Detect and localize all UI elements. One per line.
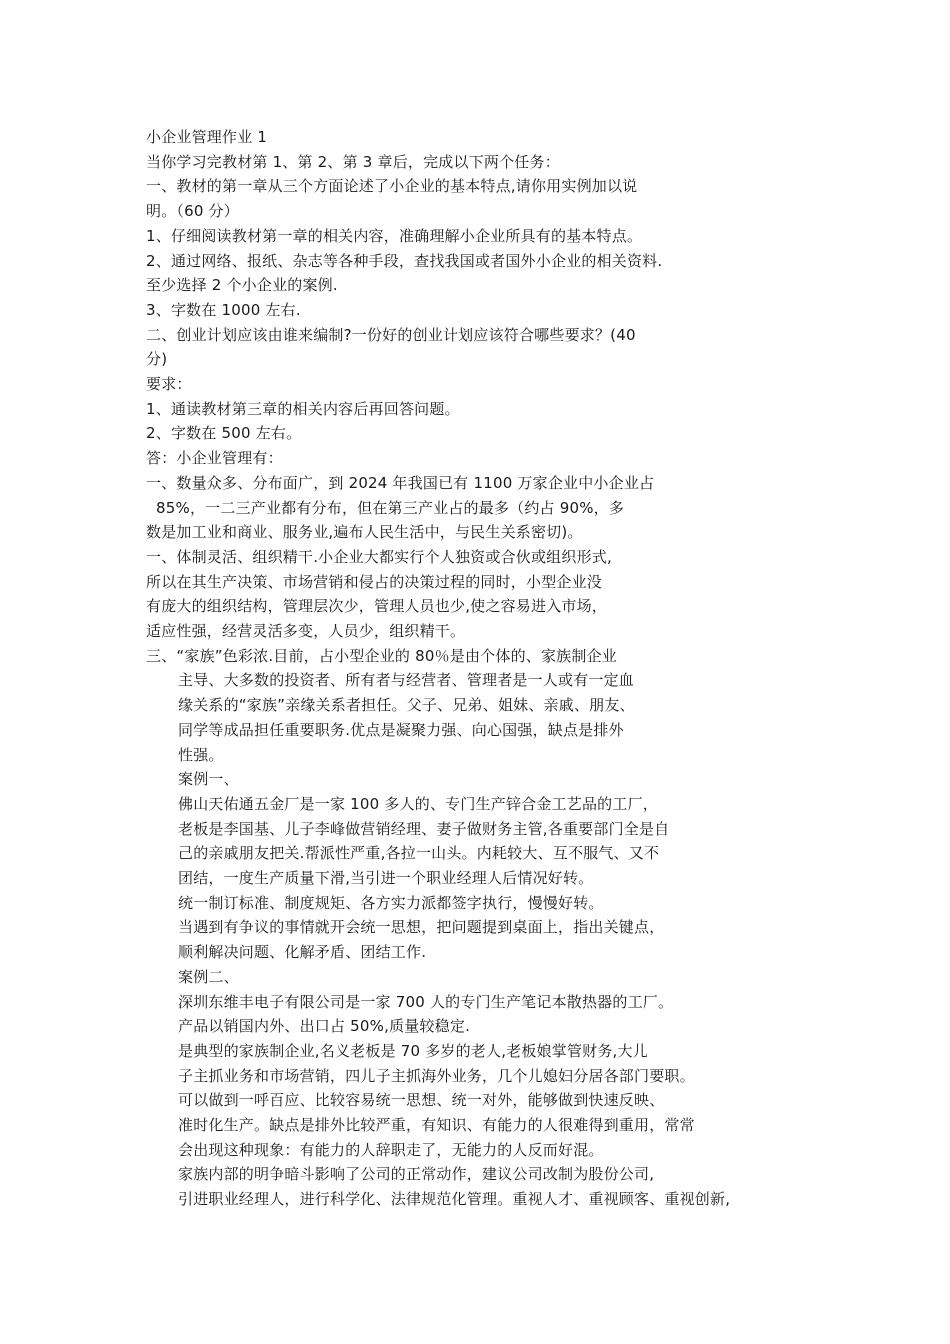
text-line: 是典型的家族制企业,名义老板是 70 多岁的老人,老板娘掌管财务,大儿 — [178, 1042, 648, 1060]
text-line: 数是加工业和商业、服务业,遍布人民生活中，与民生关系密切)。 — [146, 523, 583, 541]
text-line: 案例一、 — [178, 770, 239, 788]
text-line: 一、数量众多、分布面广，到 2024 年我国已有 1100 万家企业中小企业占 — [146, 474, 655, 492]
text-line: 85%，一二三产业都有分布，但在第三产业占的最多（约占 90%，多 — [156, 499, 625, 517]
text-line: 三、“家族”色彩浓.目前，占小型企业的 80％是由个体的、家族制企业 — [146, 647, 617, 665]
text-line: 己的亲戚朋友把关.帮派性严重,各拉一山头。内耗较大、互不服气、又不 — [178, 844, 660, 862]
text-line: 深圳东维丰电子有限公司是一家 700 人的专门生产笔记本散热器的工厂。 — [178, 993, 674, 1011]
text-line: 3、字数在 1000 左右. — [146, 301, 301, 319]
text-line: 至少选择 2 个小企业的案例. — [146, 276, 338, 294]
text-line: 有庞大的组织结构，管理层次少，管理人员也少,使之容易进入市场， — [146, 597, 607, 615]
text-line: 会出现这种现象：有能力的人辞职走了，无能力的人反而好混。 — [178, 1141, 604, 1159]
text-line: 1、通读教材第三章的相关内容后再回答问题。 — [146, 400, 460, 418]
text-line: 1、仔细阅读教材第一章的相关内容，准确理解小企业所具有的基本特点。 — [146, 227, 643, 245]
text-line: 家族内部的明争暗斗影响了公司的正常动作，建议公司改制为股份公司, — [178, 1165, 655, 1183]
text-line: 同学等成品担任重要职务.优点是凝聚力强、向心国强，缺点是排外 — [178, 721, 624, 739]
text-line: 主导、大多数的投资者、所有者与经营者、管理者是一人或有一定血 — [178, 671, 635, 689]
text-line: 性强。 — [178, 746, 224, 764]
text-line: 子主抓业务和市场营销，四儿子主抓海外业务，几个儿媳妇分居各部门要职。 — [178, 1067, 695, 1085]
text-line: 准时化生产。缺点是排外比较严重，有知识、有能力的人很难得到重用，常常 — [178, 1116, 695, 1134]
text-line: 佛山天佑通五金厂是一家 100 多人的、专门生产锌合金工艺品的工厂， — [178, 795, 658, 813]
text-line: 二、创业计划应该由谁来编制?一份好的创业计划应该符合哪些要求？(40 — [146, 326, 636, 344]
text-line: 适应性强，经营灵活多变，人员少，组织精干。 — [146, 622, 466, 640]
text-line: 案例二、 — [178, 968, 239, 986]
text-line: 产品以销国内外、出口占 50%,质量较稳定. — [178, 1017, 471, 1035]
text-line: 当你学习完教材第 1、第 2、第 3 章后，完成以下两个任务： — [146, 153, 560, 171]
text-line: 一、教材的第一章从三个方面论述了小企业的基本特点,请你用实例加以说 — [146, 177, 638, 195]
text-line: 分) — [146, 350, 168, 368]
text-line: 2、字数在 500 左右。 — [146, 424, 302, 442]
text-line: 答：小企业管理有： — [146, 449, 283, 467]
text-line: 老板是李国基、儿子李峰做营销经理、妻子做财务主管,各重要部门全是自 — [178, 820, 670, 838]
text-line: 缘关系的“家族”亲缘关系者担任。父子、兄弟、姐妹、亲戚、朋友、 — [178, 696, 635, 714]
text-line: 2、通过网络、报纸、杂志等各种手段，查找我国或者国外小企业的相关资料. — [146, 252, 663, 270]
text-line: 可以做到一呼百应、比较容易统一思想、统一对外，能够做到快速反映、 — [178, 1091, 665, 1109]
text-line: 明。（60 分） — [146, 202, 239, 220]
text-line: 所以在其生产决策、市场营销和侵占的决策过程的同时，小型企业没 — [146, 573, 603, 591]
text-line: 当遇到有争议的事情就开会统一思想，把问题提到桌面上，指出关键点， — [178, 918, 665, 936]
text-line: 一、体制灵活、组织精干.小企业大都实行个人独资或合伙或组织形式, — [146, 548, 612, 566]
text-line: 统一制订标准、制度规矩、各方实力派都签字执行，慢慢好转。 — [178, 894, 604, 912]
text-line: 团结，一度生产质量下滑,当引进一个职业经理人后情况好转。 — [178, 869, 594, 887]
text-line: 要求： — [146, 375, 192, 393]
text-line: 引进职业经理人，进行科学化、法律规范化管理。重视人才、重视顾客、重视创新, — [178, 1190, 731, 1208]
text-line: 顺利解决问题、化解矛盾、团结工作. — [178, 943, 427, 961]
document-title: 小企业管理作业 1 — [146, 128, 268, 146]
